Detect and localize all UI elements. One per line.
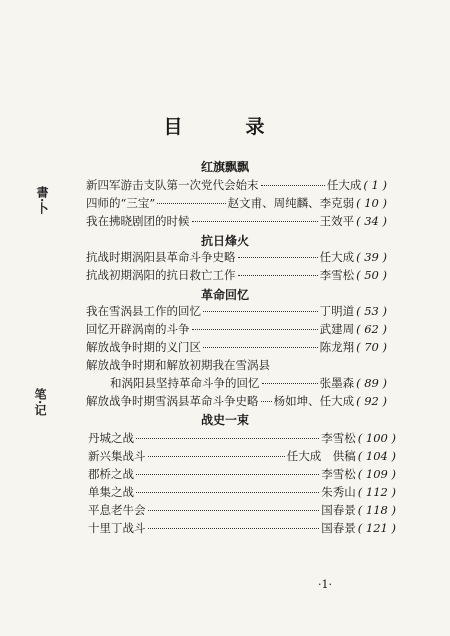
entry-page: ( 100 ) (357, 431, 396, 445)
entry-title: 解放战争时期和解放初期我在雪涡县 (86, 358, 270, 372)
entry-author: 杨如坤、任大成 (273, 394, 355, 408)
leader-dots (203, 347, 318, 348)
entry-author: 国春景 (321, 521, 356, 535)
section-heading: 战史一束 (200, 413, 249, 427)
toc-entry[interactable] (88, 484, 396, 500)
entry-title: 解放战争时期的义门区 (86, 340, 201, 354)
entry-page: ( 1 ) (363, 178, 387, 192)
toc-entry[interactable] (86, 249, 387, 265)
entry-author: 武建周 (319, 322, 355, 336)
leader-dots (262, 383, 318, 384)
toc-entry[interactable] (86, 195, 387, 211)
leader-dots (238, 275, 318, 276)
entry-title: 抗战初期涡阳的抗日救亡工作 (86, 268, 236, 282)
entry-title: 郡桥之战 (88, 467, 134, 481)
toc-entry[interactable] (86, 339, 387, 355)
toc-entry[interactable] (86, 177, 387, 193)
entry-title: 新兴集战斗 (88, 449, 146, 463)
entry-author: 任大成 供稿 (286, 449, 356, 463)
leader-dots (261, 185, 325, 186)
leader-dots (192, 329, 318, 330)
entry-page: ( 89 ) (356, 376, 387, 390)
entry-title: 平息老牛会 (88, 503, 146, 517)
leader-dots (261, 401, 272, 402)
toc-entry[interactable] (86, 321, 387, 337)
entry-title: 单集之战 (88, 485, 134, 499)
leader-dots (157, 203, 225, 204)
toc-entry[interactable] (88, 430, 396, 446)
toc-entry-continued[interactable] (110, 375, 387, 391)
entry-page: ( 118 ) (357, 503, 396, 517)
entry-page: ( 39 ) (356, 250, 387, 264)
entry-title: 抗战时期涡阳县革命斗争史略 (86, 250, 236, 264)
entry-page: ( 70 ) (356, 340, 387, 354)
entry-author: 李雪松 (319, 268, 355, 282)
entry-author: 任大成 (326, 178, 362, 192)
entry-title: 新四军游击支队第一次党代会始末 (86, 178, 259, 192)
entry-author: 王效平 (319, 214, 355, 228)
entry-title: 回忆开辟涡南的斗争 (86, 322, 190, 336)
leader-dots (203, 311, 318, 312)
page-number: ·1· (318, 578, 332, 591)
entry-author: 任大成 (319, 250, 355, 264)
entry-page: ( 53 ) (356, 304, 387, 318)
leader-dots (136, 438, 319, 439)
entry-title: 丹城之战 (88, 431, 134, 445)
toc-entry[interactable] (88, 448, 396, 464)
entry-author: 赵文甫、周纯麟、李克弱 (227, 196, 355, 210)
entry-author: 张墨森 (319, 376, 355, 390)
toc-entry[interactable] (86, 267, 387, 283)
entry-page: ( 109 ) (357, 467, 396, 481)
leader-dots (136, 492, 319, 493)
margin-mark-1: 書·卜 (35, 186, 49, 215)
entry-author: 陈龙翔 (319, 340, 355, 354)
entry-page: ( 92 ) (356, 394, 387, 408)
entry-page: ( 50 ) (356, 268, 387, 282)
entry-author: 李雪松 (321, 431, 356, 445)
entry-title: 和涡阳县坚持革命斗争的回忆 (110, 376, 260, 390)
section-heading: 抗日烽火 (200, 234, 249, 248)
entry-title: 十里丁战斗 (88, 521, 146, 535)
toc-entry[interactable] (86, 357, 387, 373)
entry-author: 朱秀山 (321, 485, 356, 499)
toc-entry[interactable] (86, 393, 387, 409)
toc-entry[interactable] (88, 520, 396, 536)
page-title: 目 录 (163, 116, 287, 138)
entry-page: ( 112 ) (357, 485, 396, 499)
entry-page: ( 121 ) (357, 521, 396, 535)
leader-dots (136, 474, 319, 475)
leader-dots (192, 221, 318, 222)
entry-title: 我在拂晓剧团的时候 (86, 214, 190, 228)
toc-entry[interactable] (86, 213, 387, 229)
entry-author: 李雪松 (321, 467, 356, 481)
leader-dots (148, 510, 320, 511)
entry-page: ( 62 ) (356, 322, 387, 336)
toc-entry[interactable] (86, 303, 387, 319)
entry-title: 四师的“三宝” (86, 196, 156, 210)
entry-author: 丁明道 (319, 304, 355, 318)
section-heading: 红旗飘飘 (200, 160, 249, 174)
toc-entry[interactable] (88, 466, 396, 482)
entry-title: 解放战争时期雪涡县革命斗争史略 (86, 394, 259, 408)
entry-author: 国春景 (321, 503, 356, 517)
entry-page: ( 34 ) (356, 214, 387, 228)
leader-dots (148, 456, 285, 457)
leader-dots (238, 257, 318, 258)
section-heading: 革命回忆 (200, 288, 249, 302)
entry-title: 我在雪涡县工作的回忆 (86, 304, 201, 318)
toc-entry[interactable] (88, 502, 396, 518)
margin-mark-2: 笔·记 (33, 388, 47, 417)
entry-page: ( 10 ) (356, 196, 387, 210)
leader-dots (148, 528, 320, 529)
entry-page: ( 104 ) (357, 449, 396, 463)
